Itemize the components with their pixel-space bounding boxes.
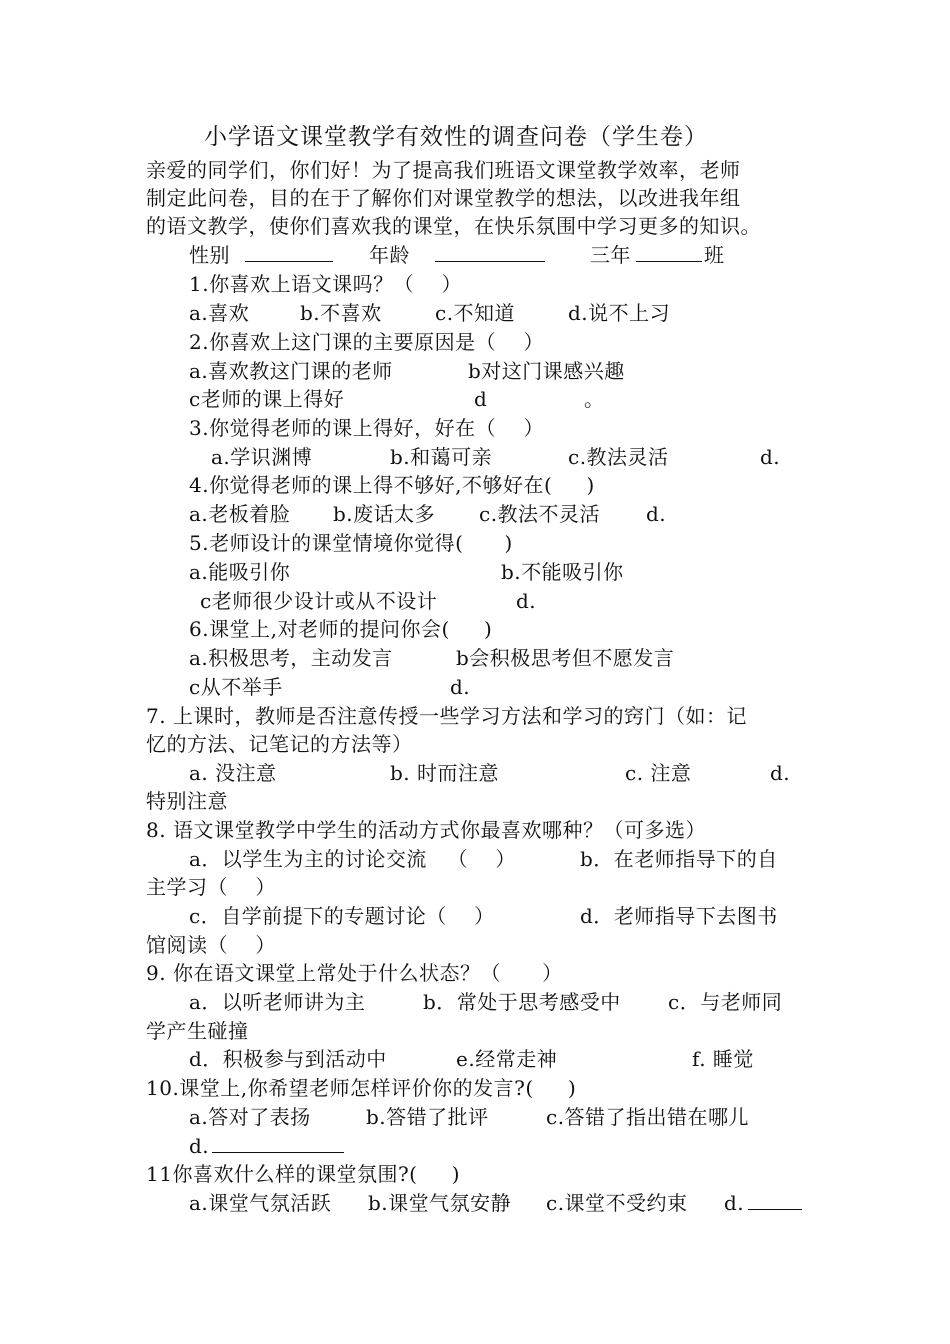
q8-option-d-cont: 馆阅读（ ） xyxy=(146,933,276,957)
question-11: 11你喜欢什么样的课堂氛围?( ) xyxy=(146,1162,461,1186)
question-6: 6.课堂上,对老师的提问你会( ) xyxy=(189,617,493,641)
q2-period: 。 xyxy=(584,387,605,411)
q10-option-d[interactable]: d. xyxy=(189,1134,210,1158)
q7-option-b[interactable]: b. 时而注意 xyxy=(390,761,500,785)
question-10: 10.课堂上,你希望老师怎样评价你的发言?( ) xyxy=(146,1076,577,1100)
q7-option-d[interactable]: d. xyxy=(770,761,791,785)
q4-option-d[interactable]: d. xyxy=(646,502,667,526)
q7-option-d-text: 特别注意 xyxy=(146,789,228,813)
q5-option-c[interactable]: c老师很少设计或从不设计 xyxy=(200,589,438,613)
question-2: 2.你喜欢上这门课的主要原因是（ ） xyxy=(189,330,545,354)
q4-option-b[interactable]: b.废话太多 xyxy=(333,502,436,526)
q9-option-c-cont: 学产生碰撞 xyxy=(146,1019,249,1043)
q1-option-b[interactable]: b.不喜欢 xyxy=(300,301,382,325)
question-4: 4.你觉得老师的课上得不够好,不够好在( ) xyxy=(189,473,595,497)
q9-option-b[interactable]: b．常处于思考感受中 xyxy=(423,990,621,1014)
q10-option-d-blank[interactable] xyxy=(212,1132,344,1160)
age-label: 年龄 xyxy=(369,243,410,267)
q8-option-b-cont: 主学习（ ） xyxy=(146,875,276,899)
question-9: 9. 你在语文课堂上常处于什么状态？（ ） xyxy=(146,961,563,985)
class-label: 班 xyxy=(704,243,725,267)
gender-label: 性别 xyxy=(189,243,230,267)
intro-line-1: 亲爱的同学们，你们好！为了提高我们班语文课堂教学效率，老师 xyxy=(146,158,741,182)
q2-option-d[interactable]: d xyxy=(474,387,488,411)
q6-option-a[interactable]: a.积极思考，主动发言 xyxy=(189,646,393,670)
q11-option-b[interactable]: b.课堂气氛安静 xyxy=(368,1191,512,1215)
q6-option-d[interactable]: d. xyxy=(450,675,471,699)
q5-option-a[interactable]: a.能吸引你 xyxy=(189,560,291,584)
q3-option-d[interactable]: d. xyxy=(760,445,781,469)
question-8: 8. 语文课堂教学中学生的活动方式你最喜欢哪种？（可多选） xyxy=(146,818,706,842)
q8-option-a[interactable]: a．以学生为主的讨论交流 （ ） xyxy=(189,847,516,871)
intro-line-2: 制定此问卷，目的在于了解你们对课堂教学的想法，以改进我年组 xyxy=(146,186,741,210)
q10-option-a[interactable]: a.答对了表扬 xyxy=(189,1105,311,1129)
q2-option-b[interactable]: b对这门课感兴趣 xyxy=(468,359,625,383)
intro-line-3: 的语文教学，使你们喜欢我的课堂，在快乐氛围中学习更多的知识。 xyxy=(146,214,761,238)
q9-option-e[interactable]: e.经常走神 xyxy=(456,1047,558,1071)
q11-option-d[interactable]: d. xyxy=(724,1191,745,1215)
page-title: 小学语文课堂教学有效性的调查问卷（学生卷） xyxy=(204,124,708,150)
age-field[interactable] xyxy=(435,241,545,269)
q2-option-a[interactable]: a.喜欢教这门课的老师 xyxy=(189,359,393,383)
q8-option-c[interactable]: c．自学前提下的专题讨论（ ） xyxy=(189,904,495,928)
q10-option-c[interactable]: c.答错了指出错在哪儿 xyxy=(546,1105,750,1129)
q5-option-b[interactable]: b.不能吸引你 xyxy=(501,560,624,584)
q7-option-a[interactable]: a. 没注意 xyxy=(189,761,277,785)
q8-option-d[interactable]: d．老师指导下去图书 xyxy=(580,904,778,928)
q1-option-d[interactable]: d.说不上习 xyxy=(568,301,671,325)
q11-option-c[interactable]: c.课堂不受约束 xyxy=(546,1191,688,1215)
q9-option-d[interactable]: d．积极参与到活动中 xyxy=(189,1047,387,1071)
question-7-line-1: 7. 上课时，教师是否注意传授一些学习方法和学习的窍门（如：记 xyxy=(146,704,747,728)
class-field[interactable] xyxy=(636,241,702,269)
q6-option-b[interactable]: b会积极思考但不愿发言 xyxy=(456,646,675,670)
q9-option-f[interactable]: f. 睡觉 xyxy=(692,1047,754,1071)
question-7-line-2: 忆的方法、记笔记的方法等） xyxy=(146,732,413,756)
q4-option-a[interactable]: a.老板着脸 xyxy=(189,502,291,526)
q1-option-c[interactable]: c.不知道 xyxy=(435,301,516,325)
q2-option-c[interactable]: c老师的课上得好 xyxy=(189,387,345,411)
question-5: 5.老师设计的课堂情境你觉得( ) xyxy=(189,531,513,555)
grade-label: 三年 xyxy=(590,243,631,267)
gender-field[interactable] xyxy=(245,241,333,269)
q8-option-b[interactable]: b．在老师指导下的自 xyxy=(580,847,778,871)
q3-option-a[interactable]: a.学识渊博 xyxy=(211,445,313,469)
question-1: 1.你喜欢上语文课吗？（ ） xyxy=(189,272,463,296)
question-3: 3.你觉得老师的课上得好，好在（ ） xyxy=(189,416,545,440)
q5-option-d[interactable]: d. xyxy=(516,589,537,613)
q11-option-d-blank[interactable] xyxy=(748,1189,802,1217)
q3-option-c[interactable]: c.教法灵活 xyxy=(568,445,669,469)
q1-option-a[interactable]: a.喜欢 xyxy=(189,301,250,325)
q7-option-c[interactable]: c. 注意 xyxy=(625,761,692,785)
q3-option-b[interactable]: b.和蔼可亲 xyxy=(390,445,493,469)
q9-option-c[interactable]: c．与老师同 xyxy=(668,990,783,1014)
q4-option-c[interactable]: c.教法不灵活 xyxy=(479,502,601,526)
q11-option-a[interactable]: a.课堂气氛活跃 xyxy=(189,1191,332,1215)
q9-option-a[interactable]: a．以听老师讲为主 xyxy=(189,990,366,1014)
q10-option-b[interactable]: b.答错了批评 xyxy=(366,1105,489,1129)
q6-option-c[interactable]: c从不举手 xyxy=(189,675,283,699)
